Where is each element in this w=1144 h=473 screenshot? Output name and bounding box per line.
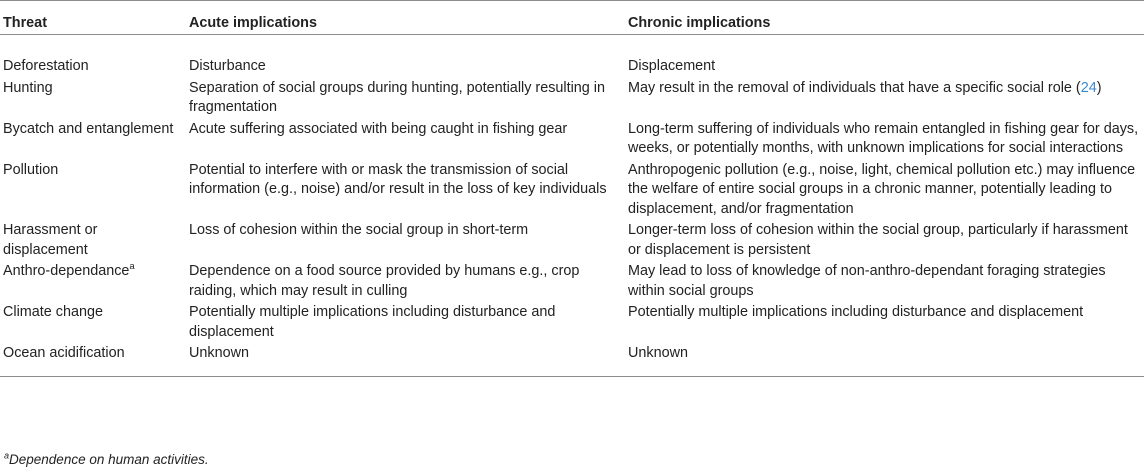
table-row <box>0 262 1144 303</box>
footnote-marker: a <box>4 450 10 461</box>
cell-chronic: Potentially multiple implications including disturbance and displacement <box>628 304 1084 320</box>
table-body <box>0 35 1144 377</box>
cell-acute: Separation of social groups during hunting, potentially resulting in fragmentation <box>189 79 605 115</box>
cell-threat <box>0 262 186 303</box>
cell-chronic: Long-term suffering of individuals who remain entangled in fishing gear for days, weeks, or potentially months, with unknown implications for social interactions <box>628 120 1139 156</box>
header-acute-implications: Acute implications <box>186 1 625 35</box>
header-chronic-implications: Chronic implications <box>625 1 1144 35</box>
chronic-text: May result in the removal of individuals that have a specific social role ( <box>628 79 1081 96</box>
footnote-marker: a <box>129 261 135 273</box>
cell-threat: Climate change <box>3 304 103 320</box>
header-threat: Threat <box>0 1 186 35</box>
cell-chronic: Longer-term loss of cohesion within the social group, particularly if harassment or displacement is persistent <box>628 222 1128 258</box>
table-row <box>0 79 1144 120</box>
chronic-text-suffix: ) <box>1096 79 1102 96</box>
cell-acute: Potential to interfere with or mask the transmission of social information (e.g., noise) and/or result in the loss of key individuals <box>189 161 607 197</box>
cell-threat: Deforestation <box>3 58 89 74</box>
cell-threat: Pollution <box>3 161 59 178</box>
cell-threat: Hunting <box>3 79 53 96</box>
table-row <box>0 221 1144 262</box>
cell-chronic: May lead to loss of knowledge of non-anthro-dependant foraging strategies within social groups <box>628 263 1106 299</box>
threat-text: Anthro-dependance <box>3 263 130 279</box>
table-row <box>0 35 1144 79</box>
cell-acute: Unknown <box>186 344 625 376</box>
table-row <box>0 161 1144 222</box>
cell-chronic: Unknown <box>625 344 1144 376</box>
table-row <box>0 303 1144 344</box>
cell-threat: Bycatch and entanglement <box>3 120 174 137</box>
cell-threat: Ocean acidification <box>0 344 186 376</box>
cell-acute: Potentially multiple implications including disturbance and displacement <box>189 304 556 340</box>
cell-acute: Disturbance <box>189 58 266 74</box>
cell-acute: Loss of cohesion within the social group in short-term <box>189 222 529 238</box>
reference-link[interactable]: 24 <box>1080 79 1097 96</box>
table-row <box>0 120 1144 161</box>
table-footnote <box>4 452 209 467</box>
cell-chronic: Displacement <box>628 58 716 74</box>
table-row <box>0 344 1144 376</box>
table-header <box>0 1 1144 35</box>
cell-chronic: Anthropogenic pollution (e.g., noise, light, chemical pollution etc.) may influence the welfare of entire social groups in a chronic manner, potentially leading to displacement, and/or fragmentation <box>628 161 1136 217</box>
cell-chronic <box>625 79 1144 120</box>
cell-acute: Acute suffering associated with being caught in fishing gear <box>189 120 568 137</box>
footnote-text: Dependence on human activities. <box>9 452 209 467</box>
header-row <box>0 1 1144 35</box>
cell-acute: Dependence on a food source provided by humans e.g., crop raiding, which may result in culling <box>189 263 580 299</box>
cell-threat: Harassment or displacement <box>3 222 98 258</box>
